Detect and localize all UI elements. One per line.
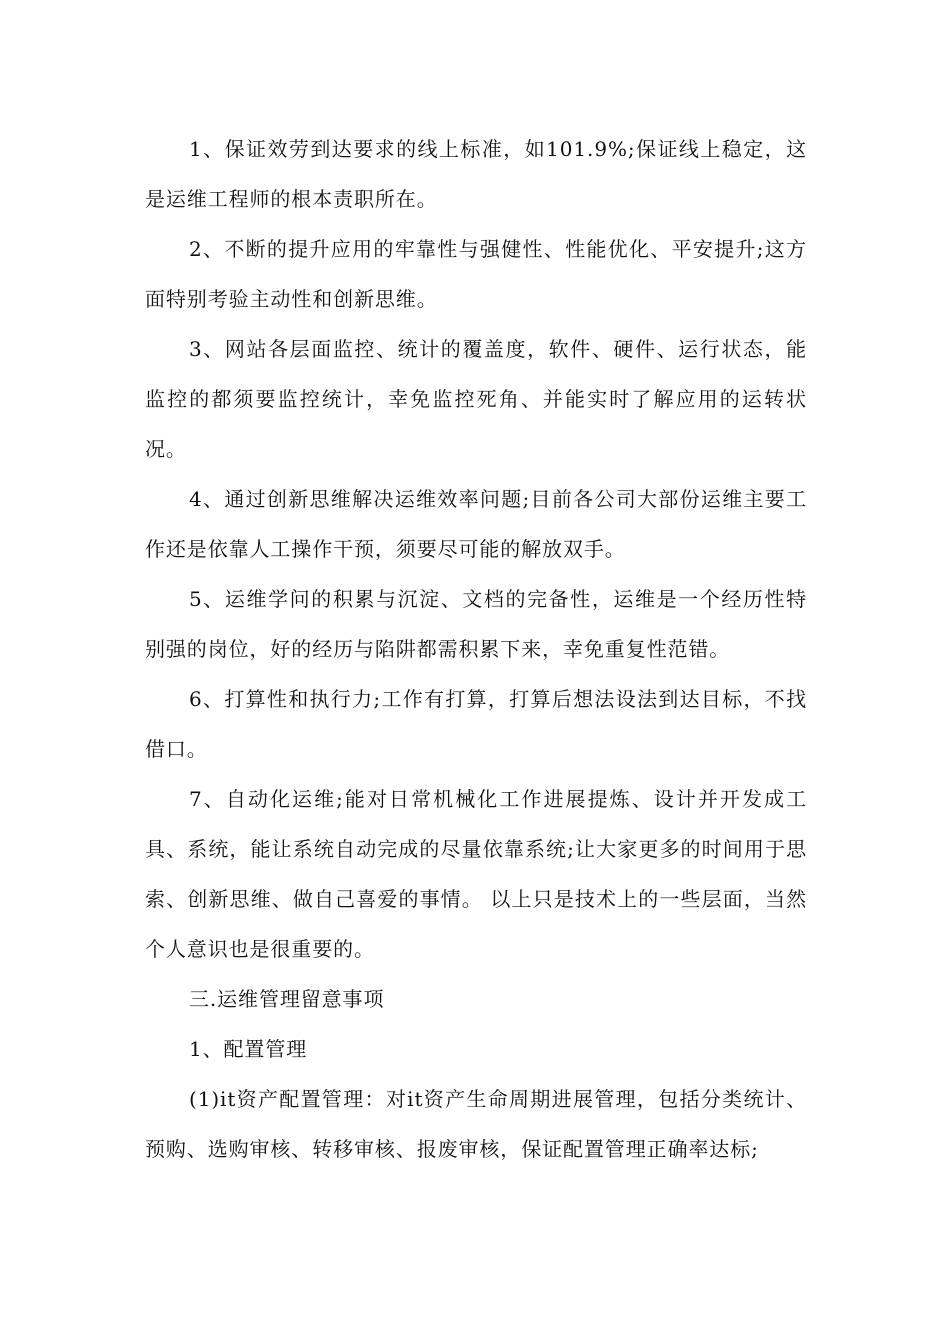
- paragraph-6: 6、打算性和执行力;工作有打算，打算后想法设法到达目标，不找借口。: [145, 687, 807, 761]
- paragraph-4: 4、通过创新思维解决运维效率问题;目前各公司大部份运维主要工作还是依靠人工操作干预，须要尽可能的解放双手。: [145, 487, 807, 561]
- paragraph-3: 3、网站各层面监控、统计的覆盖度，软件、硬件、运行状态，能监控的都须要监控统计，幸免监控死角、并能实时了解应用的运转状况。: [145, 337, 807, 461]
- section-heading: 三.运维管理留意事项: [189, 987, 385, 1011]
- paragraph-5: 5、运维学问的积累与沉淀、文档的完备性，运维是一个经历性特别强的岗位，好的经历与陷阱都需积累下来，幸免重复性范错。: [145, 587, 807, 661]
- paragraph-7: 7、自动化运维;能对日常机械化工作进展提炼、设计并开发成工具、系统，能让系统自动完成的尽量依靠系统;让大家更多的时间用于思索、创新思维、做自己喜爱的事情。 以上只是技术上的一些层面，当然个人意识也是很重要的。: [145, 787, 807, 961]
- paragraph-8: (1)it资产配置管理：对it资产生命周期进展管理，包括分类统计、预购、选购审核、转移审核、报废审核，保证配置管理正确率达标;: [145, 1087, 807, 1161]
- subsection-heading: 1、配置管理: [189, 1037, 308, 1061]
- paragraph-2: 2、不断的提升应用的牢靠性与强健性、性能优化、平安提升;这方面特别考验主动性和创新思维。: [145, 237, 807, 311]
- paragraph-1: 1、保证效劳到达要求的线上标准，如101.9%;保证线上稳定，这是运维工程师的根本责职所在。: [145, 137, 807, 211]
- document-body: [145, 124, 807, 1174]
